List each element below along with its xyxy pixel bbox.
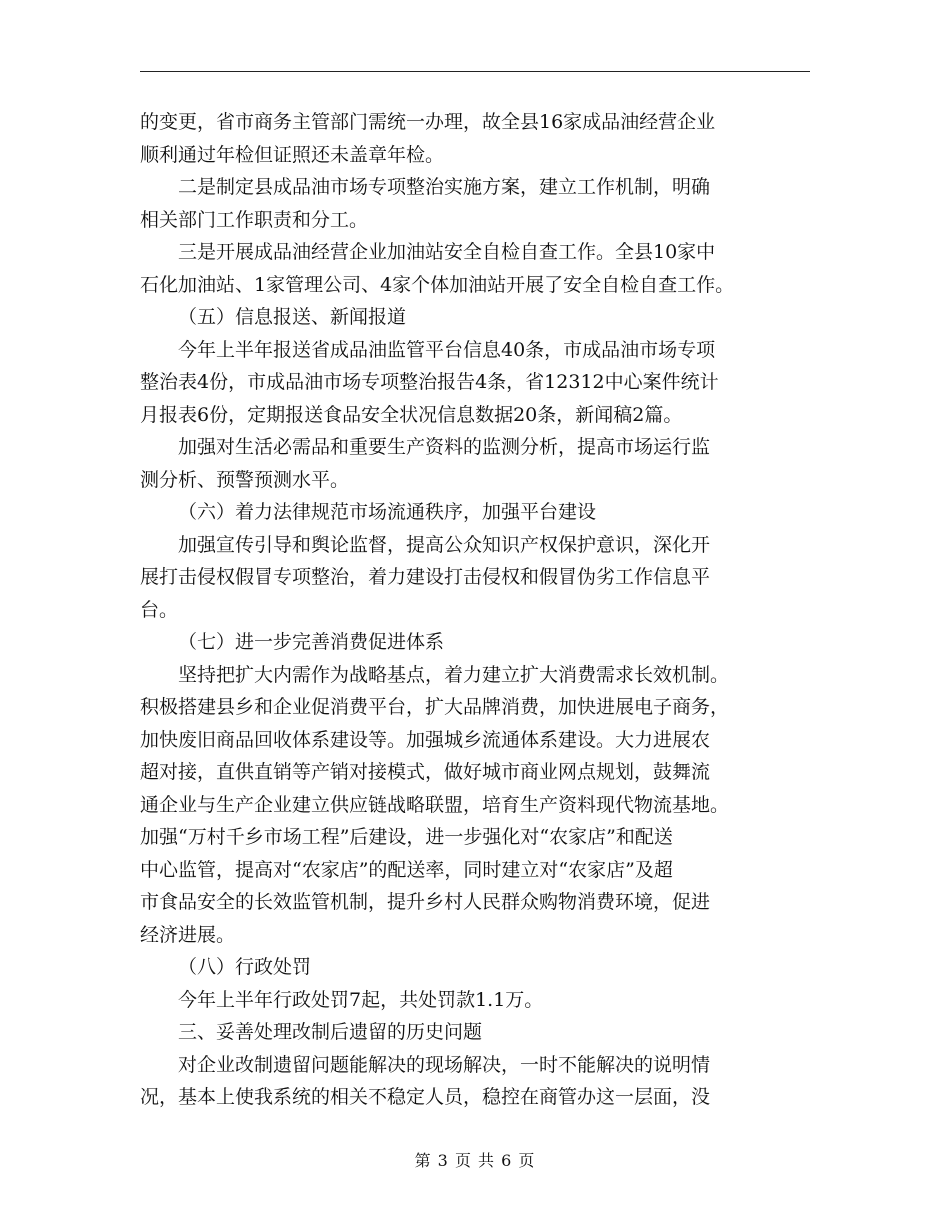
text-line: 经济进展。 xyxy=(140,923,236,946)
paragraph xyxy=(140,984,820,1017)
text-line: 加强对生活必需品和重要生产资料的监测分析，提高市场运行监 xyxy=(178,436,711,458)
paragraph xyxy=(140,951,820,984)
text-line: 三、妥善处理改制后遗留的历史问题 xyxy=(178,1021,483,1043)
paragraph xyxy=(140,529,820,627)
paragraph xyxy=(140,106,820,171)
text-line: 中心监管，提高对“农家店”的配送率，同时建立对“农家店”及超 xyxy=(140,858,673,881)
text-line: 整治表4份，市成品油市场专项整治报告4条，省12312中心案件统计 xyxy=(140,371,719,393)
text-line: （六）着力法律规范市场流通秩序，加强平台建设 xyxy=(178,501,597,523)
text-line: 坚持把扩大内需作为战略基点，着力建立扩大消费需求长效机制。 xyxy=(178,663,730,686)
paragraph xyxy=(140,659,820,952)
text-line: 测分析、预警预测水平。 xyxy=(140,468,350,491)
text-line: 顺利通过年检但证照还未盖章年检。 xyxy=(140,143,445,166)
header-rule xyxy=(140,71,810,72)
text-line: 今年上半年行政处罚7起，共处罚款1.1万。 xyxy=(178,988,544,1011)
text-line: 石化加油站、1家管理公司、4家个体加油站开展了安全自检自查工作。 xyxy=(140,273,735,296)
text-line: （八）行政处罚 xyxy=(178,956,312,978)
paragraph xyxy=(140,1049,820,1114)
text-line: 加强“万村千乡市场工程”后建设，进一步强化对“农家店”和配送 xyxy=(140,826,673,848)
paragraph xyxy=(140,1016,820,1049)
text-line: 对企业改制遗留问题能解决的现场解决，一时不能解决的说明情 xyxy=(178,1053,711,1076)
text-line: 加快废旧商品回收体系建设等。加强城乡流通体系建设。大力进展农 xyxy=(140,728,711,751)
text-line: 展打击侵权假冒专项整治，着力建设打击侵权和假冒伪劣工作信息平 xyxy=(140,566,711,588)
text-line: （七）进一步完善消费促进体系 xyxy=(178,631,445,653)
paragraph xyxy=(140,334,820,432)
text-line: （五）信息报送、新闻报道 xyxy=(178,306,407,328)
text-line: 加强宣传引导和舆论监督，提高公众知识产权保护意识，深化开 xyxy=(178,533,711,556)
text-line: 今年上半年报送省成品油监管平台信息40条，市成品油市场专项 xyxy=(178,338,716,361)
text-line: 超对接，直供直销等产销对接模式，做好城市商业网点规划，鼓舞流 xyxy=(140,761,711,783)
text-line: 的变更，省市商务主管部门需统一办理，故全县16家成品油经营企业 xyxy=(140,111,716,133)
paragraph xyxy=(140,171,820,236)
text-line: 三是开展成品油经营企业加油站安全自检自查工作。全县10家中 xyxy=(178,241,716,263)
paragraph xyxy=(140,301,820,334)
text-line: 况，基本上使我系统的相关不稳定人员，稳控在商管办这一层面，没 xyxy=(140,1086,711,1108)
text-line: 二是制定县成品油市场专项整治实施方案，建立工作机制，明确 xyxy=(178,176,711,198)
page-number: 第 3 页 共 6 页 xyxy=(414,1151,536,1170)
text-line: 市食品安全的长效监管机制，提升乡村人民群众购物消费环境，促进 xyxy=(140,891,711,913)
text-line: 积极搭建县乡和企业促消费平台，扩大品牌消费，加快进展电子商务， xyxy=(140,696,730,718)
document-body xyxy=(140,106,820,1114)
text-line: 通企业与生产企业建立供应链战略联盟，培育生产资料现代物流基地。 xyxy=(140,793,730,816)
paragraph xyxy=(140,236,820,301)
paragraph xyxy=(140,496,820,529)
paragraph xyxy=(140,626,820,659)
text-line: 台。 xyxy=(140,598,179,621)
text-line: 月报表6份，定期报送食品安全状况信息数据20条，新闻稿2篇。 xyxy=(140,403,683,426)
paragraph xyxy=(140,431,820,496)
text-line: 相关部门工作职责和分工。 xyxy=(140,208,369,231)
